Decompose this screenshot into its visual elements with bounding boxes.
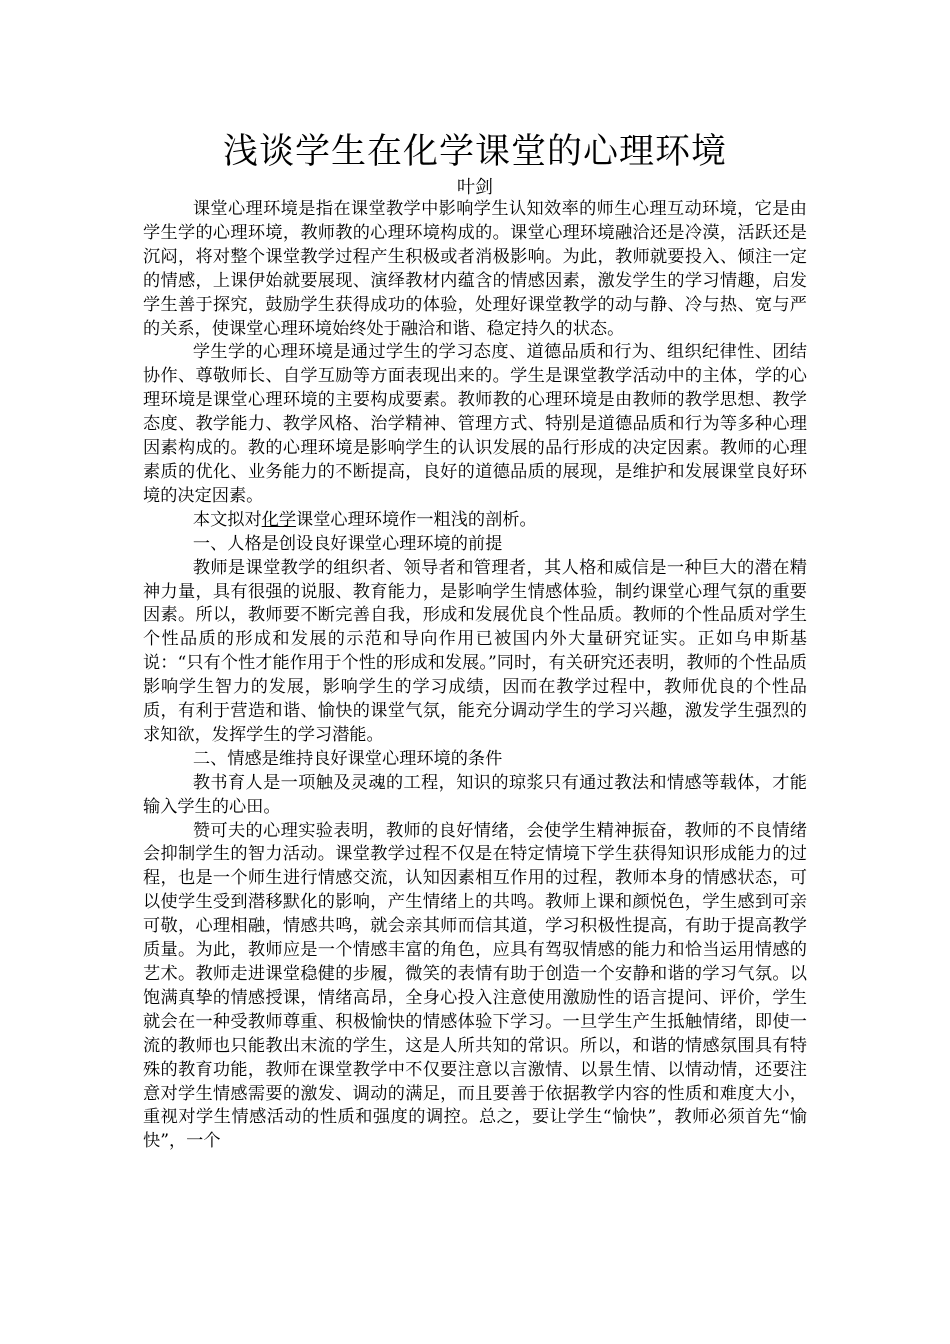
author-name: 叶剑 — [457, 177, 493, 198]
underlined-subject: 化学 — [261, 509, 297, 530]
section-heading: 二、情感是维持良好课堂心理环境的条件 — [192, 748, 503, 769]
body-paragraph: 课堂心理环境是指在课堂教学中影响学生认知效率的师生心理互动环境，它是由学生学的心理环境，教师教的心理环境构成的。课堂心理环境融洽还是冷漠，活跃还是沉闷，将对整个课堂教学过程产生积极或者消极影响。为此，教师就要投入、倾注一定的情感，上课伊始就要展现、演绎教材内蕴含的情感因素，激发学生的学习情趣，启发学生善于探究，鼓励学生获得成功的体验，处理好课堂教学的动与静、冷与热、宽与严的关系，使课堂心理环境始终处于融洽和谐、稳定持久的状态。 — [143, 199, 807, 339]
document-body — [143, 198, 807, 1154]
intro-text-after: 课堂心理环境作一粗浅的剖析。 — [296, 509, 537, 530]
body-paragraph: 学生学的心理环境是通过学生的学习态度、道德品质和行为、组织纪律性、团结协作、尊敬师长、自学互励等方面表现出来的。学生是课堂教学活动中的主体，学的心理环境是课堂心理环境的主要构成要素。教师教的心理环境是由教师的教学思想、教学态度、教学能力、教学风格、治学精神、管理方式、特别是道德品质和行为等多种心理因素构成的。教的心理环境是影响学生的认识发展的品行形成的决定因素。教师的心理素质的优化、业务能力的不断提高，良好的道德品质的展现，是维护和发展课堂良好环境的决定因素。 — [143, 342, 807, 506]
body-paragraph: 教师是课堂教学的组织者、领导者和管理者，其人格和威信是一种巨大的潜在精神力量，具有很强的说服、教育能力，是影响学生情感体验，制约课堂心理气氛的重要因素。所以，教师要不断完善自我，形成和发展优良个性品质。教师的个性品质对学生个性品质的形成和发展的示范和导向作用已被国内外大量研究证实。正如乌申斯基说：“只有个性才能作用于个性的形成和发展。”同时，有关研究还表明，教师的个性品质影响学生智力的发展，影响学生的学习成绩，因而在教学过程中，教师优良的个性品质，有利于营造和谐、愉快的课堂气氛，能充分调动学生的学习兴趣，激发学生强烈的求知欲，发挥学生的学习潜能。 — [143, 557, 807, 745]
intro-text-before: 本文拟对 — [192, 509, 262, 530]
section-heading: 一、人格是创设良好课堂心理环境的前提 — [192, 533, 503, 554]
document-title: 浅谈学生在化学课堂的心理环境 — [222, 132, 727, 172]
body-paragraph: 赞可夫的心理实验表明，教师的良好情绪，会使学生精神振奋，教师的不良情绪会抑制学生的智力活动。课堂教学过程不仅是在特定情境下学生获得知识形成能力的过程，也是一个师生进行情感交流，认知因素相互作用的过程，教师本身的情感状态，可以使学生受到潜移默化的影响，产生情绪上的共鸣。教师上课和颜悦色，学生感到可亲可敬，心理相融，情感共鸣，就会亲其师而信其道，学习积极性提高，有助于提高教学质量。为此，教师应是一个情感丰富的角色，应具有驾驭情感的能力和恰当运用情感的艺术。教师走进课堂稳健的步履，微笑的表情有助于创造一个安静和谐的学习气氛。以饱满真挚的情感授课，情绪高昂，全身心投入注意使用激励性的语言提问、评价，学生就会在一种受教师尊重、积极愉快的情感体验下学习。一旦学生产生抵触情绪，即使一流的教师也只能教出末流的学生，这是人所共知的常识。所以，和谐的情感氛围具有特殊的教育功能，教师在课堂教学中不仅要注意以言激情、以景生情、以情动情，还要注意对学生情感需要的激发、调动的满足，而且要善于依据教学内容的性质和难度大小，重视对学生情感活动的性质和强度的调控。总之，要让学生“愉快”，教师必须首先“愉快”，一个 — [143, 820, 807, 1152]
body-paragraph: 教书育人是一项触及灵魂的工程，知识的琼浆只有通过教法和情感等载体，才能输入学生的心田。 — [143, 772, 807, 817]
intro-paragraph — [143, 509, 807, 533]
